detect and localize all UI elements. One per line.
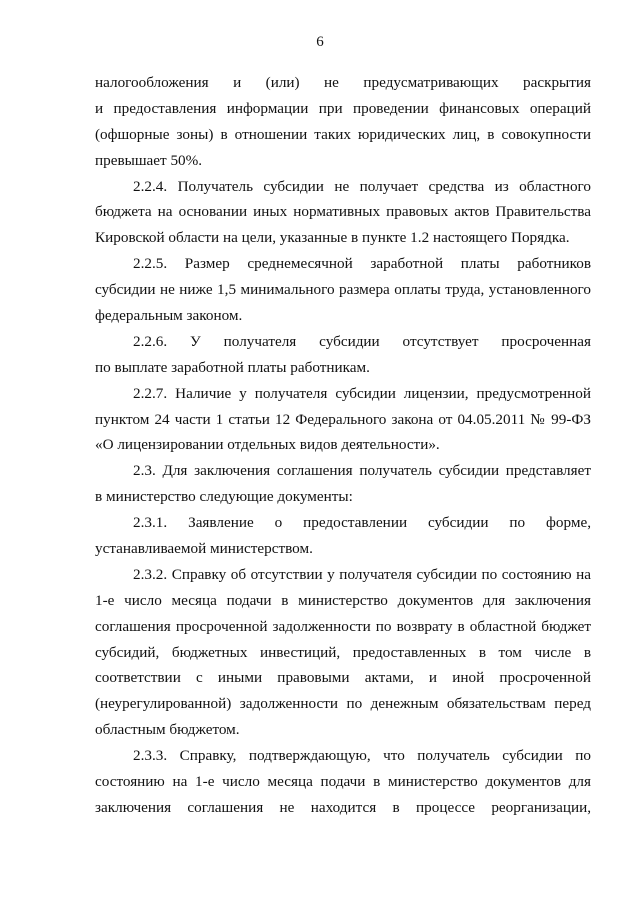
text-line: субсидии не ниже 1,5 минимального размера оплаты труда, установленного [95,281,591,299]
text-line: (офшорные зоны) в отношении таких юридических лиц, в совокупности [95,125,591,143]
text-line: в министерство следующие документы: [95,488,353,506]
text-line: заключения соглашения не находится в процессе реорганизации, [95,798,591,816]
page-number: 6 [316,34,324,50]
text-line: (неурегулированной) задолженности по денежным обязательствам перед [95,695,591,713]
text-line: 2.3.1. Заявление о предоставлении субсидии по форме, [133,514,591,532]
text-line: превышает 50%. [95,151,203,169]
text-line: «О лицензировании отдельных видов деятельности». [95,436,440,454]
text-line: по выплате заработной платы работникам. [95,358,370,376]
text-line: бюджета на основании иных нормативных правовых актов Правительства [95,203,591,221]
text-line: 2.3.2. Справку об отсутствии у получателя субсидии по состоянию на [133,565,591,583]
text-line: 2.2.4. Получатель субсидии не получает средства из областного [133,177,591,195]
document-body [95,70,591,821]
text-line: федеральным законом. [95,307,243,325]
text-line: 1-е число месяца подачи в министерство документов для заключения [95,591,591,609]
text-line: 2.3.3. Справку, подтверждающую, что получатель субсидии по [133,747,591,765]
text-line: устанавливаемой министерством. [95,540,313,558]
text-line: Кировской области на цели, указанные в пункте 1.2 настоящего Порядка. [95,229,570,247]
text-line: 2.3. Для заключения соглашения получатель субсидии представляет [133,462,591,480]
text-line: субсидий, бюджетных инвестиций, предоставленных в том числе в [95,643,591,661]
text-line: соглашения просроченной задолженности по возврату в областной бюджет [95,617,591,635]
text-line: 2.2.7. Наличие у получателя субсидии лицензии, предусмотренной [133,384,591,402]
text-line: налогообложения и (или) не предусматривающих раскрытия [95,74,591,91]
text-line: пунктом 24 части 1 статьи 12 Федерального закона от 04.05.2011 № 99-ФЗ [95,410,591,428]
text-line: соответствии с иными правовыми актами, и иной просроченной [95,669,591,687]
text-line: 2.2.5. Размер среднемесячной заработной платы работников [133,255,591,273]
text-line: состоянию на 1-е число месяца подачи в министерство документов для [95,773,591,791]
text-line: областным бюджетом. [95,721,240,739]
text-line: и предоставления информации при проведении финансовых операций [95,99,591,117]
text-line: 2.2.6. У получателя субсидии отсутствует просроченная [133,332,591,350]
